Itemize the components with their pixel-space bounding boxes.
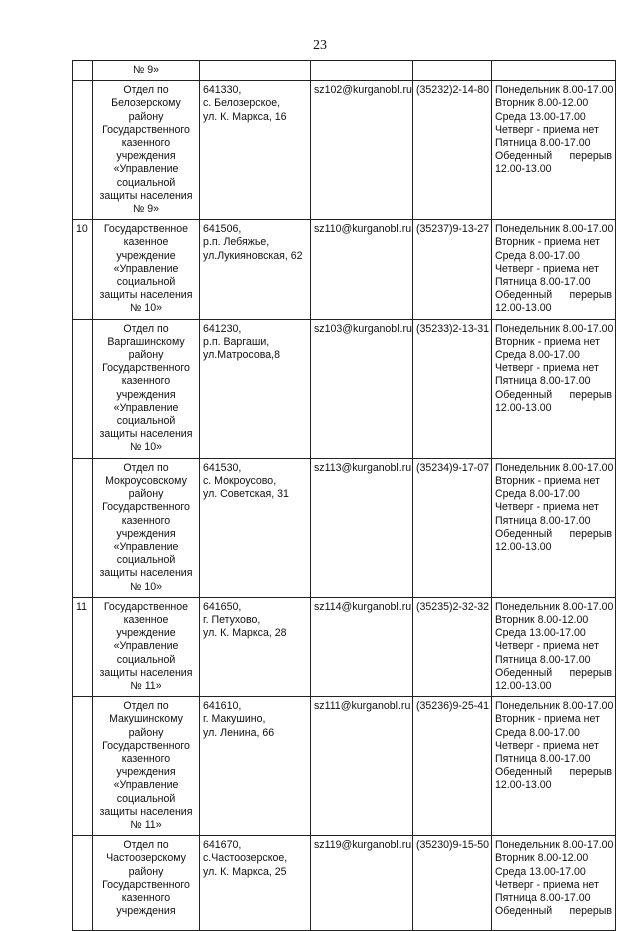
table-row (73, 836, 616, 931)
organization-line: социальной (116, 653, 176, 666)
hours-line: Пятница 8.00-17.00 (495, 653, 591, 666)
lunch-break-word: перерыв (569, 905, 612, 918)
row-number: 10 (76, 223, 88, 236)
organization-line: «Управление (113, 401, 179, 414)
organization-line: учреждения (116, 905, 176, 918)
hours-line: Вторник 8.00-12.00 (495, 97, 589, 110)
phone-number: (35232)2-14-80 (416, 84, 490, 97)
table-row (73, 597, 616, 696)
address-cell (200, 597, 311, 696)
address-line: г. Петухово, (203, 613, 261, 626)
lunch-break-word: перерыв (569, 388, 612, 401)
hours-line: Среда 13.00-17.00 (495, 110, 586, 123)
address-line: ул. К. Маркса, 28 (203, 627, 287, 640)
table-row (73, 319, 616, 458)
organization-cell (93, 319, 200, 458)
phone-cell (413, 836, 492, 931)
hours-line: Четверг - приема нет (495, 640, 599, 653)
row-number-cell (73, 836, 93, 931)
hours-line: Среда 8.00-17.00 (495, 488, 580, 501)
hours-line: Понедельник 8.00-17.00 (495, 461, 614, 474)
organization-line: Белозерскому (111, 97, 181, 110)
hours-line: Среда 13.00-17.00 (495, 865, 586, 878)
phone-cell (413, 319, 492, 458)
email-address: sz119@kurganobl.ru (314, 839, 412, 852)
organization-line: № 10» (130, 302, 162, 315)
organization-line: учреждения (116, 766, 176, 779)
address-cell (200, 697, 311, 836)
organization-line: Мокроусовскому (105, 474, 187, 487)
hours-line: Пятница 8.00-17.00 (495, 137, 591, 150)
address-line: 641330, (203, 84, 242, 97)
row-number: 11 (76, 600, 87, 613)
hours-line: Среда 8.00-17.00 (495, 349, 580, 362)
lunch-break-label (495, 766, 612, 779)
organization-line: району (128, 488, 164, 501)
address-cell (200, 220, 311, 319)
hours-line: Понедельник 8.00-17.00 (495, 700, 614, 713)
organization-line: социальной (116, 276, 176, 289)
phone-cell (413, 697, 492, 836)
hours-cell (492, 61, 616, 81)
lunch-break-word: перерыв (569, 527, 612, 540)
organization-line: казенного (121, 752, 171, 765)
email-address: sz110@kurganobl.ru (314, 223, 412, 236)
hours-line: Среда 8.00-17.00 (495, 249, 580, 262)
organization-line: Государственного (102, 501, 190, 514)
organization-line: учреждения (116, 150, 176, 163)
organization-line: Отдел по (123, 461, 169, 474)
address-line: 641650, (203, 600, 242, 613)
organization-line: Частоозерскому (106, 852, 186, 865)
lunch-break-word: Обеденный (495, 666, 553, 679)
table-row (73, 697, 616, 836)
hours-cell (492, 220, 616, 319)
organization-cell (93, 81, 200, 220)
organization-line: учреждения (116, 388, 176, 401)
organization-line: учреждение (116, 627, 176, 640)
phone-number: (35236)9-25-41 (416, 700, 490, 713)
table-row (73, 61, 616, 81)
address-line: ул.Лукияновская, 62 (203, 249, 303, 262)
hours-line: Понедельник 8.00-17.00 (495, 600, 614, 613)
hours-line: Понедельник 8.00-17.00 (495, 322, 614, 335)
hours-line: Четверг - приема нет (495, 362, 599, 375)
lunch-break-label (495, 389, 612, 402)
organization-line: Государственного (102, 878, 190, 891)
hours-cell (492, 319, 616, 458)
organization-line: Государственное (103, 600, 189, 613)
lunch-break-time: 12.00-13.00 (495, 163, 552, 176)
lunch-break-word: перерыв (569, 766, 612, 779)
email-cell (311, 597, 413, 696)
contacts-table-body (73, 61, 616, 931)
lunch-break-word: Обеденный (495, 388, 553, 401)
lunch-break-label (495, 905, 612, 918)
row-number-cell (73, 61, 93, 81)
email-cell (311, 697, 413, 836)
row-number-cell (73, 597, 93, 696)
email-cell (311, 319, 413, 458)
organization-line: № 10» (130, 580, 162, 593)
address-line: 641530, (203, 461, 242, 474)
organization-line: району (128, 865, 164, 878)
organization-line: «Управление (113, 163, 179, 176)
hours-line: Четверг - приема нет (495, 123, 599, 136)
organization-line: № 11» (130, 679, 162, 692)
phone-number: (35233)2-13-31 (416, 322, 490, 335)
lunch-break-word: Обеденный (495, 150, 553, 163)
table-row (73, 220, 616, 319)
hours-cell (492, 597, 616, 696)
organization-line: защиты населения (99, 805, 193, 818)
hours-line: Пятница 8.00-17.00 (495, 891, 591, 904)
lunch-break-label (495, 289, 612, 302)
organization-line: казенного (121, 891, 171, 904)
address-cell (200, 836, 311, 931)
lunch-break-time: 12.00-13.00 (495, 679, 552, 692)
lunch-break-time: 12.00-13.00 (495, 779, 552, 792)
page-number: 23 (313, 38, 327, 53)
organization-line: казенного (121, 514, 171, 527)
organization-line: Государственного (102, 123, 190, 136)
hours-line: Пятница 8.00-17.00 (495, 375, 591, 388)
row-number-cell (73, 220, 93, 319)
hours-line: Четверг - приема нет (495, 878, 599, 891)
lunch-break-time: 12.00-13.00 (495, 540, 552, 553)
organization-cell (93, 597, 200, 696)
organization-line: социальной (116, 792, 176, 805)
hours-line: Пятница 8.00-17.00 (495, 276, 591, 289)
hours-line: Четверг - приема нет (495, 262, 599, 275)
organization-line: социальной (116, 176, 176, 189)
organization-line: Государственного (102, 739, 190, 752)
hours-line: Вторник 8.00-12.00 (495, 852, 589, 865)
hours-line: Среда 8.00-17.00 (495, 726, 580, 739)
organization-line: Отдел по (123, 322, 169, 335)
phone-cell (413, 61, 492, 81)
organization-line: № 9» (132, 64, 160, 76)
organization-line: Государственное (103, 223, 189, 236)
hours-line: Вторник - приема нет (495, 236, 600, 249)
hours-line: Пятница 8.00-17.00 (495, 752, 591, 765)
organization-line: учреждения (116, 527, 176, 540)
hours-cell (492, 836, 616, 931)
organization-line: «Управление (113, 540, 179, 553)
address-line: г. Макушино, (203, 713, 266, 726)
organization-line: району (128, 726, 164, 739)
hours-cell (492, 81, 616, 220)
address-line: с. Белозерское, (203, 97, 281, 110)
organization-line: социальной (116, 554, 176, 567)
organization-line: социальной (116, 415, 176, 428)
organization-line: № 10» (130, 441, 162, 454)
organization-line: защиты населения (99, 189, 193, 202)
lunch-break-word: Обеденный (495, 766, 553, 779)
phone-cell (413, 220, 492, 319)
address-line: 641506, (203, 223, 242, 236)
lunch-break-label (495, 667, 612, 680)
organization-line: защиты населения (99, 666, 193, 679)
organization-line: Государственного (102, 362, 190, 375)
address-line: 641670, (203, 839, 242, 852)
hours-line: Понедельник 8.00-17.00 (495, 84, 614, 97)
email-address: sz111@kurganobl.ru (314, 700, 411, 713)
organization-cell (93, 220, 200, 319)
hours-cell (492, 458, 616, 597)
address-line: ул. Ленина, 66 (203, 726, 275, 739)
hours-line: Пятница 8.00-17.00 (495, 514, 591, 527)
email-address: sz114@kurganobl.ru (314, 600, 412, 613)
address-line: р.п. Лебяжье, (203, 236, 270, 249)
organization-line: казенного (121, 375, 171, 388)
organization-line: Отдел по (123, 839, 169, 852)
organization-line: казенного (121, 137, 171, 150)
row-number-cell (73, 319, 93, 458)
contacts-table (72, 60, 616, 931)
organization-line: «Управление (113, 640, 179, 653)
phone-cell (413, 458, 492, 597)
organization-line: Варгашинскому (107, 335, 185, 348)
table-row (73, 81, 616, 220)
lunch-break-label (495, 528, 612, 541)
hours-line: Четверг - приема нет (495, 501, 599, 514)
address-line: 641610, (203, 700, 242, 713)
organization-cell (93, 836, 200, 931)
lunch-break-time: 12.00-13.00 (495, 401, 552, 414)
hours-line: Вторник 8.00-12.00 (495, 613, 589, 626)
hours-line: Вторник - приема нет (495, 335, 600, 348)
hours-line: Понедельник 8.00-17.00 (495, 839, 614, 852)
lunch-break-time: 12.00-13.00 (495, 302, 552, 315)
phone-number: (35230)9-15-50 (416, 839, 490, 852)
lunch-break-label (495, 150, 612, 163)
organization-line: защиты населения (99, 567, 193, 580)
organization-cell (93, 61, 200, 81)
organization-cell (93, 458, 200, 597)
lunch-break-word: перерыв (569, 666, 612, 679)
hours-line: Четверг - приема нет (495, 739, 599, 752)
organization-cell (93, 697, 200, 836)
phone-cell (413, 81, 492, 220)
hours-line: Вторник - приема нет (495, 713, 600, 726)
lunch-break-word: Обеденный (495, 527, 553, 540)
lunch-break-word: перерыв (569, 150, 612, 163)
address-cell (200, 61, 311, 81)
organization-line: № 11» (130, 818, 162, 831)
organization-line: № 9» (132, 203, 160, 216)
email-address: sz113@kurganobl.ru (314, 461, 412, 474)
hours-line: Понедельник 8.00-17.00 (495, 223, 614, 236)
lunch-break-word: Обеденный (495, 905, 553, 918)
address-line: с. Мокроусово, (203, 474, 277, 487)
organization-line: «Управление (113, 262, 179, 275)
phone-number: (35234)9-17-07 (416, 461, 490, 474)
email-cell (311, 81, 413, 220)
address-line: ул. Советская, 31 (203, 488, 289, 501)
address-cell (200, 81, 311, 220)
organization-line: «Управление (113, 779, 179, 792)
phone-cell (413, 597, 492, 696)
lunch-break-word: Обеденный (495, 289, 553, 302)
address-line: ул. К. Маркса, 25 (203, 865, 287, 878)
address-line: ул. К. Маркса, 16 (203, 110, 287, 123)
organization-line: району (128, 349, 164, 362)
email-address: sz102@kurganobl.ru (314, 84, 412, 97)
email-cell (311, 458, 413, 597)
email-cell (311, 220, 413, 319)
address-line: ул.Матросова,8 (203, 349, 280, 362)
row-number-cell (73, 81, 93, 220)
organization-line: Макушинскому (109, 713, 183, 726)
organization-line: Отдел по (123, 700, 169, 713)
hours-line: Среда 13.00-17.00 (495, 627, 586, 640)
address-line: с.Частоозерское, (203, 852, 288, 865)
organization-line: защиты населения (99, 428, 193, 441)
organization-line: казенное (123, 236, 169, 249)
email-cell (311, 836, 413, 931)
email-cell (311, 61, 413, 81)
address-cell (200, 319, 311, 458)
phone-number: (35237)9-13-27 (416, 223, 490, 236)
table-row (73, 458, 616, 597)
hours-line: Вторник - приема нет (495, 474, 600, 487)
address-cell (200, 458, 311, 597)
address-line: р.п. Варгаши, (203, 335, 270, 348)
phone-number: (35235)2-32-32 (416, 600, 490, 613)
row-number-cell (73, 697, 93, 836)
organization-line: защиты населения (99, 289, 193, 302)
organization-line: казенное (123, 613, 169, 626)
organization-line: Отдел по (123, 84, 169, 97)
lunch-break-word: перерыв (569, 289, 612, 302)
row-number-cell (73, 458, 93, 597)
address-line: 641230, (203, 322, 242, 335)
organization-line: району (128, 110, 164, 123)
organization-line: учреждение (116, 249, 176, 262)
hours-cell (492, 697, 616, 836)
email-address: sz103@kurganobl.ru (314, 322, 412, 335)
